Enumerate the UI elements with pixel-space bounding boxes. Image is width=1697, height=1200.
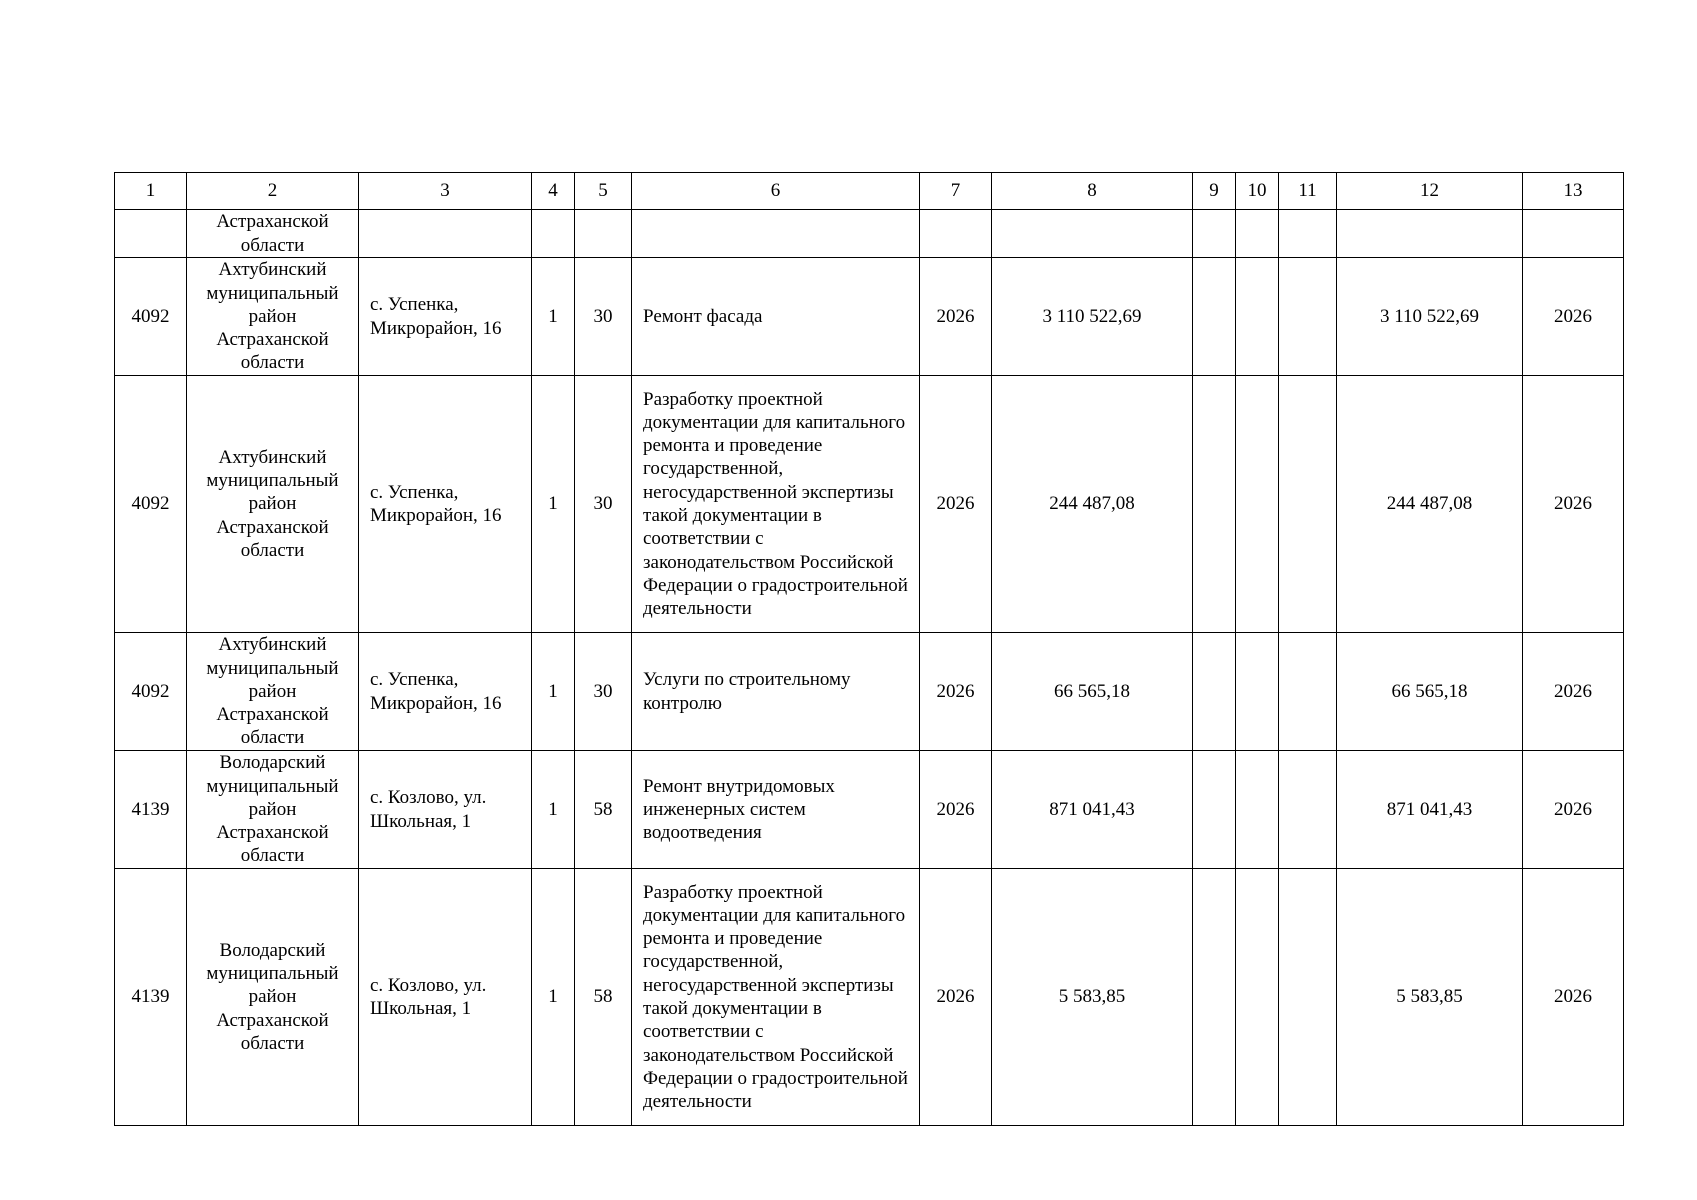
cell-cost: 66 565,18 (992, 633, 1193, 751)
cell-col10 (1236, 633, 1279, 751)
cell-number: 4139 (115, 751, 187, 869)
cell-col9 (1193, 869, 1236, 1126)
cell-col5: 58 (575, 869, 632, 1126)
cell-col4: 1 (532, 633, 575, 751)
cell-cost-total: 244 487,08 (1337, 376, 1523, 633)
cell-col9 (1193, 258, 1236, 376)
capital-repair-table (114, 172, 1624, 1126)
cell-cost-total (1337, 210, 1523, 258)
cell-number: 4092 (115, 633, 187, 751)
cell-col11 (1279, 633, 1337, 751)
table-row (115, 751, 1624, 869)
cell-col11 (1279, 210, 1337, 258)
col-header-7: 7 (920, 173, 992, 210)
column-number-row (115, 173, 1624, 210)
cell-number (115, 210, 187, 258)
col-header-12: 12 (1337, 173, 1523, 210)
cell-number: 4139 (115, 869, 187, 1126)
cell-work-type (632, 210, 920, 258)
cell-address: с. Козлово, ул. Школьная, 1 (359, 869, 532, 1126)
cell-cost-total: 66 565,18 (1337, 633, 1523, 751)
cell-municipality: Астраханской области (187, 210, 359, 258)
cell-municipality: Володарский муниципальный район Астраханской области (187, 869, 359, 1126)
cell-col4: 1 (532, 751, 575, 869)
cell-cost: 5 583,85 (992, 869, 1193, 1126)
cell-municipality: Володарский муниципальный район Астраханской области (187, 751, 359, 869)
col-header-3: 3 (359, 173, 532, 210)
cell-work-type: Разработку проектной документации для капитального ремонта и проведение государственной, негосударственной экспертизы такой документации в соответствии с законодательством Российской Федерации о градостроительной деятельности (632, 869, 920, 1126)
cell-year (920, 210, 992, 258)
cell-year: 2026 (920, 376, 992, 633)
table-row (115, 258, 1624, 376)
cell-col10 (1236, 258, 1279, 376)
cell-year-end: 2026 (1523, 376, 1624, 633)
cell-col10 (1236, 376, 1279, 633)
cell-col5: 58 (575, 751, 632, 869)
table-row (115, 376, 1624, 633)
col-header-9: 9 (1193, 173, 1236, 210)
cell-work-type: Ремонт внутридомовых инженерных систем водоотведения (632, 751, 920, 869)
col-header-5: 5 (575, 173, 632, 210)
cell-year: 2026 (920, 751, 992, 869)
cell-year-end (1523, 210, 1624, 258)
col-header-8: 8 (992, 173, 1193, 210)
cell-year-end: 2026 (1523, 258, 1624, 376)
cell-year-end: 2026 (1523, 869, 1624, 1126)
cell-year-end: 2026 (1523, 751, 1624, 869)
cell-year: 2026 (920, 258, 992, 376)
col-header-10: 10 (1236, 173, 1279, 210)
cell-col9 (1193, 376, 1236, 633)
cell-address: с. Успенка, Микрорайон, 16 (359, 633, 532, 751)
col-header-13: 13 (1523, 173, 1624, 210)
cell-address: с. Успенка, Микрорайон, 16 (359, 258, 532, 376)
continuation-row (115, 210, 1624, 258)
cell-address: с. Козлово, ул. Школьная, 1 (359, 751, 532, 869)
col-header-11: 11 (1279, 173, 1337, 210)
cell-col9 (1193, 633, 1236, 751)
cell-col9 (1193, 210, 1236, 258)
cell-work-type: Услуги по строительному контролю (632, 633, 920, 751)
cell-col4: 1 (532, 869, 575, 1126)
cell-year: 2026 (920, 633, 992, 751)
cell-col4: 1 (532, 376, 575, 633)
cell-cost: 244 487,08 (992, 376, 1193, 633)
cell-cost: 871 041,43 (992, 751, 1193, 869)
col-header-2: 2 (187, 173, 359, 210)
cell-col11 (1279, 376, 1337, 633)
cell-cost-total: 5 583,85 (1337, 869, 1523, 1126)
cell-col10 (1236, 869, 1279, 1126)
cell-col4 (532, 210, 575, 258)
cell-col5: 30 (575, 258, 632, 376)
cell-col11 (1279, 751, 1337, 869)
cell-cost-total: 3 110 522,69 (1337, 258, 1523, 376)
col-header-1: 1 (115, 173, 187, 210)
col-header-4: 4 (532, 173, 575, 210)
cell-number: 4092 (115, 376, 187, 633)
cell-municipality: Ахтубинский муниципальный район Астраханской области (187, 633, 359, 751)
cell-col11 (1279, 258, 1337, 376)
cell-col10 (1236, 751, 1279, 869)
cell-work-type: Разработку проектной документации для капитального ремонта и проведение государственной, негосударственной экспертизы такой документации в соответствии с законодательством Российской Федерации о градостроительной деятельности (632, 376, 920, 633)
cell-work-type: Ремонт фасада (632, 258, 920, 376)
cell-cost-total: 871 041,43 (1337, 751, 1523, 869)
table-row (115, 869, 1624, 1126)
cell-address: с. Успенка, Микрорайон, 16 (359, 376, 532, 633)
cell-municipality: Ахтубинский муниципальный район Астраханской области (187, 376, 359, 633)
cell-year-end: 2026 (1523, 633, 1624, 751)
table-row (115, 633, 1624, 751)
cell-col5: 30 (575, 633, 632, 751)
cell-cost (992, 210, 1193, 258)
cell-col5: 30 (575, 376, 632, 633)
cell-col9 (1193, 751, 1236, 869)
cell-municipality: Ахтубинский муниципальный район Астраханской области (187, 258, 359, 376)
cell-col10 (1236, 210, 1279, 258)
cell-col5 (575, 210, 632, 258)
cell-number: 4092 (115, 258, 187, 376)
cell-cost: 3 110 522,69 (992, 258, 1193, 376)
cell-col11 (1279, 869, 1337, 1126)
col-header-6: 6 (632, 173, 920, 210)
cell-year: 2026 (920, 869, 992, 1126)
cell-address (359, 210, 532, 258)
cell-col4: 1 (532, 258, 575, 376)
